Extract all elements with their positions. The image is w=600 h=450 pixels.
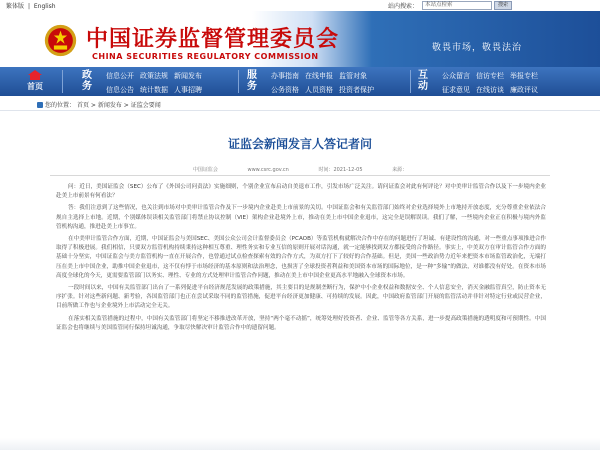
article-title: 证监会新闻发言人答记者问: [227, 137, 372, 151]
article-paragraph: 在中美审计监管合作方面，近期，中国证监会与美国SEC、美国公众公司会计监督委员会（PCAOB）等监管机构就解决合作中存在的问题进行了坦诚、有建设性的沟通，对一些重点事项推进合作取得了积极进展。我们相信，只要双方监管机构持续秉持这种相互尊重、理性务实和专业互信的原则开展对话沟通，就一定能够找到双方都接受的合作路径。事实上，中美双方在审计监管合作方面的基础十分坚实，中国证监会与美方监管机构一直在开展合作，也曾通过试点检查探索有效的合作方式，为双方打下了较好的合作基础。但是，美国一些政治势力近年来把资本市场监管政治化，无端打压在美上市中国企业，助推中国企业退市，这不仅有悖于市场经济的基本原则和法治理念，也损害了全球投资者利益和美国资本市场的国际地位，是一种“多输”的做法，对谁都没有好处。在资本市场高度全球化的今天，更需要监管部门以务实、理性、专业的方式处理审计监管合作问题，推动在美上市中国企业更高水平地融入全球资本市场。: [56, 236, 546, 279]
traditional-chinese-link[interactable]: 繁体版: [6, 3, 25, 10]
home-icon: [28, 70, 42, 80]
breadcrumb-separator: >: [123, 102, 129, 109]
breadcrumb-separator: >: [90, 102, 96, 109]
nav-link-policies[interactable]: 政策法规: [140, 72, 168, 80]
main-nav: [0, 67, 600, 96]
site-slogan: 敬畏市场，敬畏法治: [432, 43, 523, 53]
nav-link-public-message[interactable]: 公众留言: [442, 72, 470, 80]
article-date: 时间：2021-12-05: [318, 167, 363, 173]
nav-divider: [238, 70, 239, 93]
article: [30, 111, 570, 450]
breadcrumb-label: 您的位置：: [45, 102, 76, 109]
article-paragraph: 问：近日，美国证监会（SEC）公布了《外国公司问责法》实施细则，个别企业宣布启动自美退市工作，引发市场广泛关注。请问证监会对此有何评论？对中美审计监管合作以及下一步境内企业赴美上市前景有何看法？: [56, 184, 546, 200]
nav-section-title: 政务: [82, 70, 92, 92]
header-banner: [0, 11, 600, 67]
article-body: [56, 183, 546, 336]
nav-link-integrity-review[interactable]: 廉政评议: [510, 86, 538, 94]
nav-link-petition[interactable]: 信访专栏: [476, 72, 504, 80]
article-meta: [30, 166, 570, 173]
nav-link-public-qualification[interactable]: 公务资格: [271, 86, 299, 94]
nav-link-news[interactable]: 新闻发布: [174, 72, 202, 80]
nav-link-online-interview[interactable]: 在线访谈: [476, 86, 504, 94]
location-icon: [37, 102, 43, 108]
breadcrumb-item-home[interactable]: 首页: [76, 102, 89, 109]
nav-section-links: [442, 71, 538, 95]
nav-home[interactable]: [12, 69, 58, 95]
nav-link-recruitment[interactable]: 人事招聘: [174, 86, 202, 94]
nav-link-consultation[interactable]: 征求意见: [442, 86, 470, 94]
nav-link-guide[interactable]: 办事指南: [271, 72, 299, 80]
nav-link-report[interactable]: 举报专栏: [510, 72, 538, 80]
nav-link-online-filing[interactable]: 在线申报: [305, 72, 333, 80]
nav-link-personnel-qualification[interactable]: 人员资格: [305, 86, 333, 94]
language-separator: |: [27, 3, 30, 10]
search-button[interactable]: 搜索: [494, 1, 512, 10]
nav-link-info-disclosure[interactable]: 信息公开: [106, 72, 134, 80]
article-paragraph: 在落实相关监管措施的过程中，中国有关监管部门将坚定不移推进改革开放，坚持“两个毫不动摇”，统筹处理好投资者、企业、监管等各方关系，进一步提高政策措施的透明度和可预期性。中国证监会也将继续与美国监管同行保持坦诚沟通，争取尽快解决审计监管合作中的遗留问题。: [56, 315, 546, 331]
nav-link-investor-protection[interactable]: 投资者保护: [339, 86, 374, 94]
article-paragraph: 一段时间以来，中国有关监管部门出台了一系列促进平台经济规范发展的政策措施，其主要目的是规制垄断行为，保护中小企业权益和数据安全、个人信息安全，消灭金融监管真空，防止资本无序扩张。针对这些新问题、新考验，各国监管部门也正在尝试采取不同的监管措施，促进平台经济更加健康、可持续的发展。因此，中国政府监管部门开展的监管活动并非针对特定行业或民营企业，目前所做工作也与企业境外上市活动完全无关。: [56, 285, 546, 310]
page-bottom-fade: [0, 438, 600, 450]
article-source: 中国证监会: [192, 167, 218, 173]
nav-link-regulated-entities[interactable]: 监管对象: [339, 72, 367, 80]
article-divider: [50, 175, 550, 176]
breadcrumb-item-news[interactable]: 新闻发布: [97, 102, 122, 109]
nav-home-label: 首页: [27, 82, 43, 91]
article-url: www.csrc.gov.cn: [247, 167, 289, 173]
nav-section-links: [106, 71, 202, 95]
nav-divider: [410, 70, 411, 93]
nav-link-statistics[interactable]: 统计数据: [140, 86, 168, 94]
article-origin: 来源：: [392, 167, 408, 173]
search-label: 站内搜索：: [388, 3, 419, 10]
top-bar: [0, 0, 600, 11]
nav-section-title: 互动: [418, 70, 428, 92]
nav-link-announcements[interactable]: 信息公告: [106, 86, 134, 94]
national-emblem-icon: [44, 24, 77, 57]
breadcrumb-item-csrc-news[interactable]: 证监会要闻: [130, 102, 161, 109]
english-link[interactable]: English: [33, 3, 56, 10]
language-switch: [6, 1, 58, 10]
site-title-en: CHINA SECURITIES REGULATORY COMMISSION: [92, 52, 319, 61]
nav-divider: [62, 70, 63, 93]
nav-section-links: [271, 71, 374, 95]
article-paragraph: 答：我们注意到了这些情况，也关注到市场对中美审计监管合作及下一步境内企业赴美上市前景的关切。中国证监会和有关监管部门始终对企业选择境外上市地持开放态度，充分尊重企业依法合规自主选择上市地。近期，个别媒体误读相关监管部门将禁止协议控制（VIE）架构企业赴境外上市，推动在美上市中国企业退市，这完全是误解误读。我们了解，一些境内企业正在积极与境内外监管机构沟通，推进赴美上市事宜。: [56, 205, 546, 230]
nav-section-title: 服务: [247, 70, 257, 92]
breadcrumb-path: [37, 100, 161, 109]
site-title-cn[interactable]: 中国证券监督管理委员会: [86, 26, 340, 52]
breadcrumb: [0, 96, 600, 111]
search-input[interactable]: 本站点检索: [422, 1, 492, 10]
